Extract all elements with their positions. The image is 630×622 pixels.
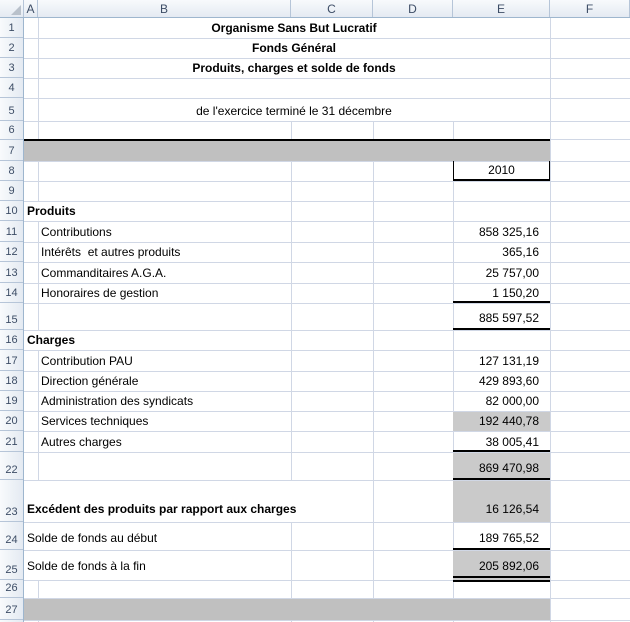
label-honoraires[interactable]: Honoraires de gestion	[41, 286, 159, 300]
row-header-22[interactable]: 22	[0, 452, 23, 480]
row-header-26[interactable]: 26	[0, 580, 23, 598]
row-header-16[interactable]: 16	[0, 330, 23, 350]
gridline	[24, 330, 630, 331]
row-header-25[interactable]: 25	[0, 550, 23, 580]
title-period[interactable]: de l'exercice terminé le 31 décembre	[196, 104, 392, 118]
row-header-12[interactable]: 12	[0, 242, 23, 262]
label-interets[interactable]: Intérêts et autres produits	[41, 245, 181, 259]
column-header-e[interactable]: E	[453, 0, 550, 17]
row-header-7[interactable]: 7	[0, 140, 23, 161]
column-header-b[interactable]: B	[38, 0, 291, 17]
column-header-f[interactable]: F	[550, 0, 630, 17]
row-header-13[interactable]: 13	[0, 262, 23, 283]
row-header-19[interactable]: 19	[0, 391, 23, 411]
value-solde-debut[interactable]: 189 765,52	[478, 531, 539, 545]
row-header-6[interactable]: 6	[0, 121, 23, 140]
row-header-24[interactable]: 24	[0, 522, 23, 550]
value-commanditaires[interactable]: 25 757,00	[485, 266, 539, 280]
column-header-c[interactable]: C	[291, 0, 373, 17]
label-excedent[interactable]: Excédent des produits par rapport aux charges	[27, 502, 297, 516]
row-header-2[interactable]: 2	[0, 38, 23, 58]
row-header-21[interactable]: 21	[0, 431, 23, 452]
value-contributions[interactable]: 858 325,16	[478, 225, 539, 239]
column-header-a[interactable]: A	[24, 0, 38, 17]
row-header-8[interactable]: 8	[0, 161, 23, 181]
gridline	[24, 121, 630, 122]
row-header-5[interactable]: 5	[0, 98, 23, 121]
label-contributions[interactable]: Contributions	[41, 225, 112, 239]
value-autres-charges[interactable]: 38 005,41	[485, 435, 539, 449]
gray-band-row27	[24, 598, 550, 620]
title-fund[interactable]: Fonds Général	[251, 41, 337, 55]
row-header-17[interactable]: 17	[0, 350, 23, 371]
year-header-cell[interactable]: 2010	[488, 163, 515, 177]
title-organization[interactable]: Organisme Sans But Lucratif	[211, 21, 377, 35]
label-direction-generale[interactable]: Direction générale	[41, 374, 139, 388]
gridline	[550, 18, 551, 622]
value-honoraires[interactable]: 1 150,20	[492, 286, 539, 300]
row-header-15[interactable]: 15	[0, 303, 23, 330]
gridline	[24, 181, 630, 182]
value-total-charges[interactable]: 869 470,98	[478, 461, 539, 475]
row-header-18[interactable]: 18	[0, 371, 23, 391]
label-contribution-pau[interactable]: Contribution PAU	[41, 354, 133, 368]
row-header-strip	[0, 18, 24, 622]
value-direction-generale[interactable]: 429 893,60	[478, 374, 539, 388]
select-all-triangle-icon	[11, 5, 21, 15]
value-services-techniques[interactable]: 192 440,78	[478, 414, 539, 428]
column-header-strip	[0, 0, 630, 18]
row-header-20[interactable]: 20	[0, 411, 23, 431]
label-autres-charges[interactable]: Autres charges	[41, 435, 122, 449]
row-header-1[interactable]: 1	[0, 18, 23, 38]
label-administration-syndicats[interactable]: Administration des syndicats	[41, 394, 194, 408]
row-header-23[interactable]: 23	[0, 480, 23, 522]
gridline	[24, 201, 630, 202]
section-charges[interactable]: Charges	[27, 333, 76, 347]
value-administration-syndicats[interactable]: 82 000,00	[485, 394, 539, 408]
row-header-14[interactable]: 14	[0, 283, 23, 303]
double-border-e25-bottom	[453, 580, 550, 582]
gridline	[24, 620, 630, 621]
row-header-27[interactable]: 27	[0, 598, 23, 620]
top-rule-border	[24, 139, 550, 141]
select-all-button[interactable]	[0, 0, 24, 17]
label-commanditaires[interactable]: Commanditaires A.G.A.	[41, 266, 167, 280]
label-services-techniques[interactable]: Services techniques	[41, 414, 149, 428]
value-solde-fin[interactable]: 205 892,06	[478, 559, 539, 573]
value-contribution-pau[interactable]: 127 131,19	[478, 354, 539, 368]
label-solde-fin[interactable]: Solde de fonds à la fin	[27, 559, 146, 573]
gridline	[24, 598, 630, 599]
row-header-11[interactable]: 11	[0, 221, 23, 242]
row-header-9[interactable]: 9	[0, 181, 23, 201]
section-produits[interactable]: Produits	[27, 204, 76, 218]
label-solde-debut[interactable]: Solde de fonds au début	[27, 531, 158, 545]
value-total-produits[interactable]: 885 597,52	[478, 311, 539, 325]
row-header-4[interactable]: 4	[0, 78, 23, 98]
gridline	[24, 78, 630, 79]
gray-band-row7	[24, 141, 550, 161]
value-excedent[interactable]: 16 126,54	[485, 502, 539, 516]
row-header-3[interactable]: 3	[0, 58, 23, 78]
value-interets[interactable]: 365,16	[502, 245, 539, 259]
column-header-d[interactable]: D	[373, 0, 453, 17]
title-statement[interactable]: Produits, charges et solde de fonds	[192, 61, 396, 75]
row-header-10[interactable]: 10	[0, 201, 23, 221]
